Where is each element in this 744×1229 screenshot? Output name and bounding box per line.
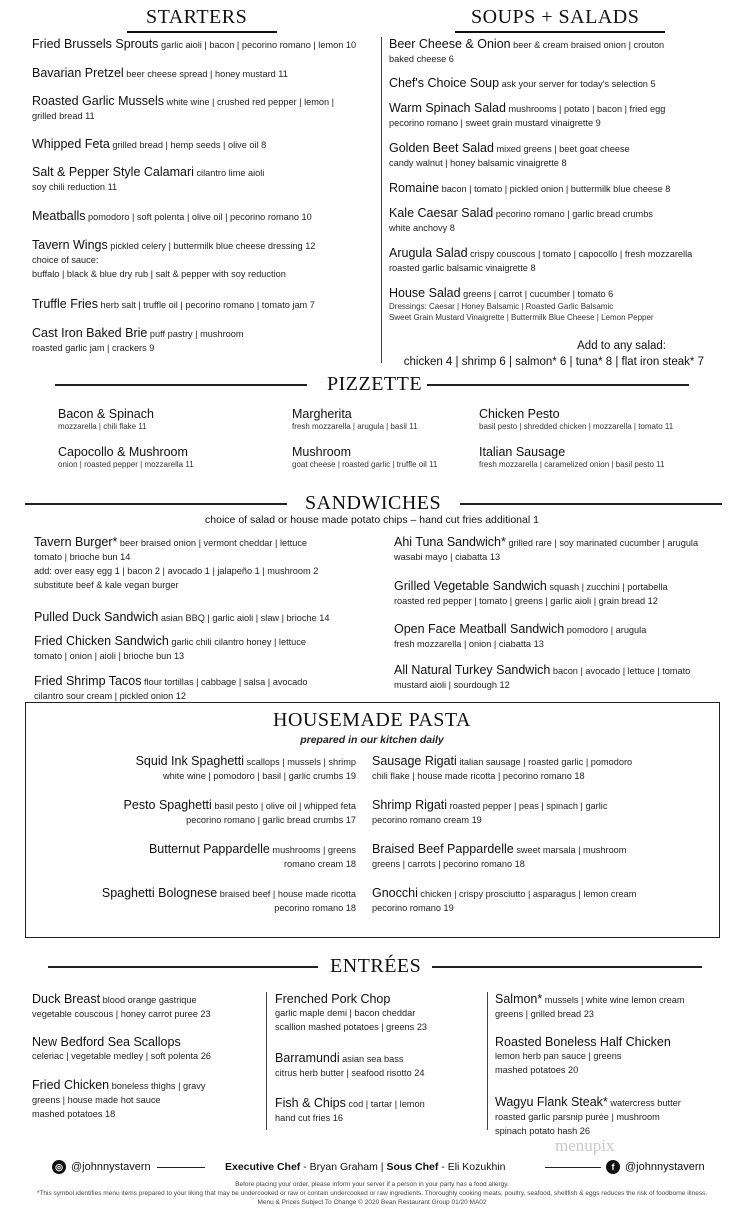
sandwich-item-grilled-vegetable: Grilled Vegetable Sandwich squash | zucchini | portabella roasted red pepper | tomato | greens | garlic aioli | grain bread 12 [394,579,668,606]
starters-item-brie: Cast Iron Baked Brie puff pastry | mushroom roasted garlic jam | crackers 9 [32,326,244,353]
sandwich-item-ahi-tuna: Ahi Tuna Sandwich* grilled rare | soy marinated cucumber | arugula wasabi mayo | ciabatta 13 [394,535,699,562]
soups-salads-underline [455,31,665,33]
salad-addons [404,338,704,370]
entree-divider-right [487,992,488,1130]
pasta-item-braised-beef: Braised Beef Pappardelle sweet marsala | mushroom greens | carrots | pecorino romano 18 [372,842,627,869]
starters-item-wings: Tavern Wings pickled celery | buttermilk blue cheese dressing 12 choice of sauce: buffalo | black & blue dry rub | salt & pepper with soy reduction [32,238,316,279]
salads-item-chefs-soup: Chef's Choice Soup ask your server for today's selection 5 [389,76,656,90]
entree-item-pork-chop: Frenched Pork Chop garlic maple demi | bacon cheddar scallion mashed potatoes | greens 23 [275,992,428,1032]
entree-item-barramundi: Barramundi asian sea bass citrus herb butter | seafood risotto 24 [275,1051,425,1078]
starters-item-brussels: Fried Brussels Sprouts garlic aioli | bacon | pecorino romano | lemon 10 [32,37,357,51]
salad-addons-title: Add to any salad: [577,340,666,352]
pizzette-item-mushroom: Mushroom goat cheese | roasted garlic | truffle oil 11 [292,445,438,469]
pizzette-heading: PIZZETTE [327,373,423,395]
starters-item-calamari: Salt & Pepper Style Calamari cilantro lime aioli soy chili reduction 11 [32,165,265,192]
entrees-rule-left [48,966,318,968]
starters-item-feta: Whipped Feta grilled bread | hemp seeds | olive oil 8 [32,137,267,151]
salads-item-golden-beet: Golden Beet Salad mixed greens | beet goat cheese candy walnut | honey balsamic vinaigrette 8 [389,141,630,168]
entree-divider-left [266,992,267,1130]
salads-item-house: House Salad greens | carrot | cucumber | tomato 6 Dressings: Caesar | Honey Balsamic | Roasted Garlic Balsamic Sweet Grain Mustard Vinaigrette | Buttermilk Blue Cheese | Lemon Pepper [389,286,654,322]
sandwiches-subtitle: choice of salad or house made potato chips – hand cut fries additional 1 [205,514,539,526]
sandwich-item-fried-chicken: Fried Chicken Sandwich garlic chili cilantro honey | lettuce tomato | onion | aioli | brioche bun 13 [34,634,306,661]
facebook-icon: f [606,1160,620,1174]
pasta-item-bolognese: Spaghetti Bolognese braised beef | house made ricotta pecorino romano 18 [101,886,356,913]
pizzette-item-chicken-pesto: Chicken Pesto basil pesto | shredded chicken | mozzarella | tomato 11 [479,407,674,431]
entree-item-duck: Duck Breast blood orange gastrique vegetable couscous | honey carrot puree 23 [32,992,211,1019]
entree-item-fried-chicken: Fried Chicken boneless thighs | gravy greens | house made hot sauce mashed potatoes 18 [32,1078,206,1119]
sous-chef-name: - Eli Kozukhin [438,1161,506,1173]
entrees-heading: ENTRÉES [330,955,422,977]
exec-chef-label: Executive Chef [225,1161,301,1173]
entree-item-salmon: Salmon* mussels | white wine lemon cream greens | grilled bread 23 [495,992,685,1019]
menupix-watermark: menupix [555,1136,615,1155]
pasta-subtitle: prepared in our kitchen daily [300,734,444,746]
soups-salads-heading: SOUPS + SALADS [471,6,640,28]
instagram-icon: ◎ [52,1160,66,1174]
sous-chef-label: Sous Chef [386,1161,439,1173]
starters-item-meatballs: Meatballs pomodoro | soft polenta | olive oil | pecorino romano 10 [32,209,312,223]
pizzette-item-bacon-spinach: Bacon & Spinach mozzarella | chili flake 11 [58,407,154,431]
entree-item-half-chicken: Roasted Boneless Half Chicken lemon herb pan sauce | greens mashed potatoes 20 [495,1035,671,1075]
pasta-item-shrimp-rigati: Shrimp Rigati roasted pepper | peas | spinach | garlic pecorino romano cream 19 [372,798,608,825]
pizzette-item-capocollo: Capocollo & Mushroom onion | roasted pepper | mozzarella 11 [58,445,194,469]
entree-item-fish-chips: Fish & Chips cod | tartar | lemon hand cut fries 16 [275,1096,425,1123]
sandwich-item-tavern-burger: Tavern Burger* beer braised onion | vermont cheddar | lettuce tomato | brioche bun 14 add: over easy egg 1 | bacon 2 | avocado 1 | jalapeño 1 | mushroom 2 substitute beef & kale vegan burger [34,535,319,590]
sandwiches-rule-left [25,503,287,505]
sandwiches-rule-right [460,503,722,505]
footer-rule-left [157,1167,205,1168]
exec-chef-name: - Bryan Graham [300,1161,378,1173]
entree-item-scallops: New Bedford Sea Scallops celeriac | vegetable medley | soft polenta 26 [32,1035,211,1061]
pasta-item-gnocchi: Gnocchi chicken | crispy prosciutto | asparagus | lemon cream pecorino romano 19 [372,886,637,913]
pizzette-item-italian-sausage: Italian Sausage fresh mozzarella | caramelized onion | basil pesto 11 [479,445,665,469]
pizzette-item-margherita: Margherita fresh mozzarella | arugula | basil 11 [292,407,418,431]
instagram-handle-text: @johnnystavern [71,1161,151,1173]
pasta-item-butternut: Butternut Pappardelle mushrooms | greens romano cream 18 [148,842,356,869]
pasta-item-squid-ink: Squid Ink Spaghetti scallops | mussels | shrimp white wine | pomodoro | basil | garlic crumbs 19 [135,754,356,781]
sandwich-item-pulled-duck: Pulled Duck Sandwich asian BBQ | garlic aioli | slaw | brioche 14 [34,610,330,624]
pizzette-rule-right [427,384,689,386]
salads-item-beer-cheese: Beer Cheese & Onion beer & cream braised onion | crouton baked cheese 6 [389,37,665,64]
sandwich-item-turkey: All Natural Turkey Sandwich bacon | avocado | lettuce | tomato mustard aioli | sourdough 12 [394,663,691,690]
column-divider [381,37,382,363]
salads-item-arugula: Arugula Salad crispy couscous | tomato | capocollo | fresh mozzarella roasted garlic balsamic vinaigrette 8 [389,246,693,273]
sandwich-item-shrimp-tacos: Fried Shrimp Tacos flour tortillas | cabbage | salsa | avocado cilantro sour cream | pickled onion 12 [34,674,308,701]
pasta-heading: HOUSEMADE PASTA [273,709,471,731]
entrees-rule-right [432,966,702,968]
starters-item-truffle-fries: Truffle Fries herb salt | truffle oil | pecorino romano | tomato jam 7 [32,297,315,311]
facebook-handle-text: @johnnystavern [625,1161,705,1173]
instagram-handle-left[interactable] [52,1160,151,1174]
copyright-notice: Menu & Prices Subject To Change © 2020 Bean Restaurant Group 01/20 MA02 [257,1199,487,1206]
pasta-item-sausage-rigati: Sausage Rigati italian sausage | roasted garlic | pomodoro chili flake | house made ricotta | pecorino romano 18 [372,754,633,781]
undercooked-notice: *This symbol identifies menu items prepared to your liking that may be undercooked or raw or contain undercooked or raw ingredients. Thoroughly cooking meats, poultry, seafood, shellfish & eggs reduces the risk of foodborne illness. [36,1190,708,1197]
footer-rule-right [545,1167,601,1168]
starters-heading: STARTERS [146,6,248,28]
chef-separator: | [377,1161,387,1173]
allergy-notice: Before placing your order, please inform your server if a person in your party has a food allergy. [235,1181,509,1188]
pizzette-rule-left [55,384,307,386]
salads-item-warm-spinach: Warm Spinach Salad mushrooms | potato | bacon | fried egg pecorino romano | sweet grain mustard vinaigrette 9 [389,101,666,128]
salads-item-romaine: Romaine bacon | tomato | pickled onion | buttermilk blue cheese 8 [389,181,671,195]
starters-item-pretzel: Bavarian Pretzel beer cheese spread | honey mustard 11 [32,66,288,80]
entree-item-wagyu: Wagyu Flank Steak* watercress butter roasted garlic parsnip purée | mushroom spinach potato hash 26 [495,1095,681,1136]
pasta-item-pesto-spaghetti: Pesto Spaghetti basil pesto | olive oil | whipped feta pecorino romano | garlic bread crumbs 17 [123,798,356,825]
starters-item-mussels: Roasted Garlic Mussels white wine | crushed red pepper | lemon | grilled bread 11 [32,94,335,121]
salad-addons-list: chicken 4 | shrimp 6 | salmon* 6 | tuna* 8 | flat iron steak* 7 [403,356,704,368]
sandwich-item-meatball: Open Face Meatball Sandwich pomodoro | arugula fresh mozzarella | onion | ciabatta 13 [394,622,647,649]
salads-item-kale-caesar: Kale Caesar Salad pecorino romano | garlic bread crumbs white anchovy 8 [389,206,653,233]
facebook-handle-right[interactable] [606,1160,705,1174]
sandwiches-heading: SANDWICHES [305,492,442,514]
chef-credits [225,1161,506,1173]
starters-underline [127,31,277,33]
